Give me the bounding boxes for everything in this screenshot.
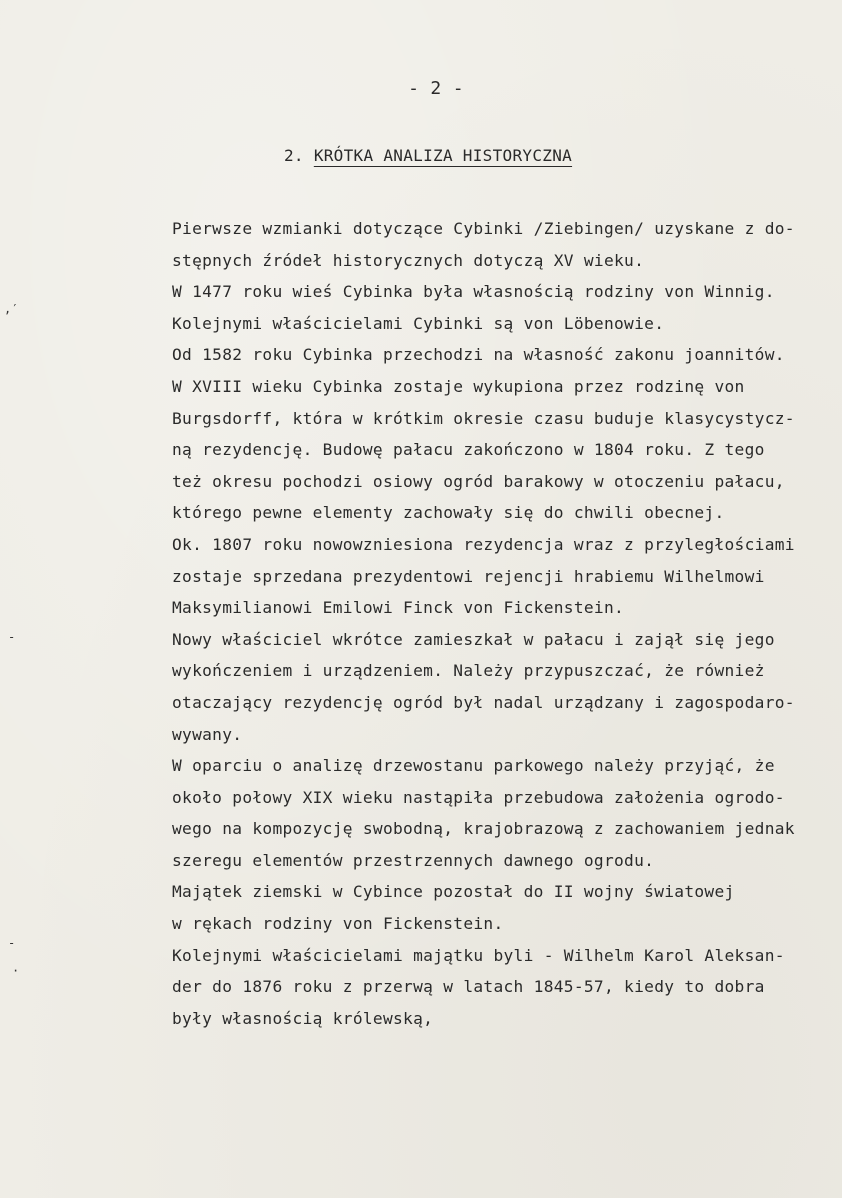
body-text: [172, 213, 842, 1034]
text-line: wywany.: [172, 724, 243, 744]
text-line: zostaje sprzedana prezydentowi rejencji hrabiemu Wilhelmowi: [172, 566, 765, 586]
text-line: der do 1876 roku z przerwą w latach 1845-57, kiedy to dobra: [172, 977, 765, 997]
text-line: szeregu elementów przestrzennych dawnego ogrodu.: [172, 850, 655, 870]
text-line: stępnych źródeł historycznych dotyczą XV wieku.: [172, 250, 645, 270]
text-line: wykończeniem i urządzeniem. Należy przypuszczać, że również: [172, 661, 765, 681]
text-line: w rękach rodziny von Fickenstein.: [172, 914, 504, 934]
text-line: W 1477 roku wieś Cybinka była własnością rodziny von Winnig.: [172, 282, 775, 302]
section-title: KRÓTKA ANALIZA HISTORYCZNA: [313, 146, 573, 165]
text-line: Burgsdorff, która w krótkim okresie czasu buduje klasycystycz-: [172, 408, 795, 428]
text-line: Od 1582 roku Cybinka przechodzi na własność zakonu joannitów.: [172, 345, 785, 365]
text-line: były własnością królewską,: [172, 1008, 434, 1028]
text-line: ną rezydencję. Budowę pałacu zakończono w 1804 roku. Z tego: [172, 440, 765, 460]
text-line: Maksymilianowi Emilowi Finck von Fickenstein.: [172, 598, 625, 618]
text-line: wego na kompozycję swobodną, krajobrazową z zachowaniem jednak: [172, 819, 795, 839]
text-line: którego pewne elementy zachowały się do chwili obecnej.: [172, 503, 725, 523]
text-line: Majątek ziemski w Cybince pozostał do II wojny światowej: [172, 882, 735, 902]
text-line: Ok. 1807 roku nowowzniesiona rezydencja wraz z przyległościami: [172, 534, 795, 554]
text-line: około połowy XIX wieku nastąpiła przebudowa założenia ogrodo-: [172, 787, 785, 807]
text-line: też okresu pochodzi osiowy ogród barakowy w otoczeniu pałacu,: [172, 471, 785, 491]
text-line: Kolejnymi właścicielami majątku byli - Wilhelm Karol Aleksan-: [172, 945, 785, 965]
text-line: otaczający rezydencję ogród był nadal urządzany i zagospodaro-: [172, 692, 795, 712]
text-line: Nowy właściciel wkrótce zamieszkał w pałacu i zajął się jego: [172, 629, 775, 649]
margin-speck: -: [8, 630, 16, 644]
section-heading: [284, 146, 572, 165]
text-line: Pierwsze wzmianki dotyczące Cybinki /Ziebingen/ uzyskane z do-: [172, 219, 795, 238]
text-line: W XVIII wieku Cybinka zostaje wykupiona przez rodzinę von: [172, 376, 745, 396]
margin-speck: ,′: [4, 302, 19, 316]
text-line: Kolejnymi właścicielami Cybinki są von Löbenowie.: [172, 313, 665, 333]
margin-speck: ·: [12, 964, 20, 978]
page-number: - 2 -: [408, 78, 464, 99]
section-number: 2.: [284, 146, 304, 165]
text-line: W oparciu o analizę drzewostanu parkowego należy przyjąć, że: [172, 756, 775, 776]
margin-speck: -: [8, 936, 16, 950]
